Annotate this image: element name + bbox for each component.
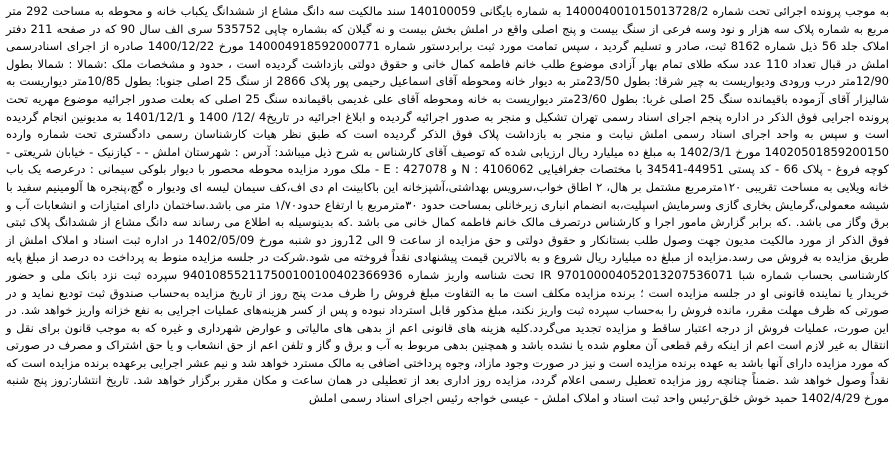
notice-body-text: به موجب پرونده اجرائی تحت شماره 140004001015013728/2 به شماره بایگانی 140100059 سند مالکیت سه دانگ مشاع از ششدانگ یکباب خانه و محوطه به مساحت 292 متر مربع به شماره پلاک سه هزار و نود وسه فرعی از سنگ بیست و پنج اصلی واقع در املش بخش بیست و نه گیلان که بشماره چاپی 535752 سری الف سال 90 که در صفحه 211 دفتر املاک جلد 56 ذیل شماره 8162 ثبت، صادر و تسلیم گردید ، سپس تمامت مورد ثبت برابردستور شماره 140004918592000771 مورخ 1400/12/22 صادره از اجرای اسنادرسمی املش در قبال تعداد 110 عدد سکه طلای تمام بهار آزادی موضوع طلب خانم فاطمه کمال خانی و حقوق دولتی بازداشت گردیده است ، حدود و مشخصات ملک :شمالا : شمالا بطول 12/90متر درب ورودی ودیواریست به چیر شرقا: بطول 23/50متر به دیوار خانه ومحوطه آقای اسماعیل رحیمی پور پلاک 2866 از سنگ 25 اصلی جنوبا: بطول 10/85متر دیواریست به شالیزار آقای آزموده باقیمانده سنگ 25 اصلی غربا: بطول 23/60متر دیواریست به خانه ومحوطه آقای علی غدیمی باقیمانده سنگ 25 اصلی که بعلت صدور اجرائیه موضوع مهریه تحت پرونده اجرایی فوق الذکر در اداره پنجم اجرای اسناد رسمی تهران تشکیل و منجر به صدور اجرائیه گردیده و ابلاغ اجرائیه در تاریخ4 /12/ 1400 و 1401/12/1 به مدیونین انجام گردیده است و سپس به واحد اجرای اسناد رسمی املش نیابت و منجر به بازداشت پلاک فوق الذکر گردیده است که طبق نظر هیات کارشناسان رسمی دادگستری تحت شماره وارده 14020501859200150 مورخ 1402/3/1 به مبلغ ده میلیارد ریال ارزیابی شده که توصیف آقای کارشناس به شرح ذیل میباشد: آدرس : شهرستان املش - - کیازنیک - خیابان شریعتی - کوچه فروغ - پلاک 66 - کد پستی 44951-34541 با مختصات جغرافیایی N : 4106062 و E : 427078 - ملک مورد مزایده محوطه محصور با دیوار بلوکی سیمانی : درعرصه یک باب خانه ویلایی به مساحت تقریبی ۱۲۰مترمربع مشتمل بر هال، ۲ اطاق خواب،سرویس بهداشتی،آشپزخانه این باکابینت ام دی اف،کف سیمان لیسه ای ودیوار ه گچ،پنجره ها آلومینیم سفید با شیشه معمولی،گرمایش بخاری گازی وسرمایش اسپلیت،به انضمام انباری زیرخانلی بمساحت حدود ۳۰مترمربع با ارتفاع حدود۱/۷۰ متر می باشد.ساختمان دارای امتیازات و انشعابات آب و برق وگاز می باشد. .که برابر گزارش مامور اجرا و کارشناس درتصرف مالک خانم فاطمه کمال خانی می باشد .که بدینوسیله به اطلاع می رساند سه دانگ مشاع از ششدانگ پلاک ثبتی فوق الذکر از مورد مالکیت مدیون جهت وصول طلب بستانکار و حقوق دولتی و حق مزایده از ساعت 9 الی 12روز دو شنبه مورخ 1402/05/09 در اداره ثبت اسناد و املاک املش از طریق مزایده به فروش می رسد.مزایده از مبلغ ده میلیارد ریال شروع و به بالاترین قیمت پیشنهادی نقداً فروخته می شود.شرکت در جلسه مزایده منوط به پرداخت ده درصد از مبلغ پایه کارشناسی بحساب شماره شبا IR 970100004052013207536071 تحت شناسه واریز شماره 940108552117500100100402366936 سپرده ثبت نزد بانک ملی و حضور خریدار یا نماینده قانونی او در جلسه مزایده است ؛ برنده مزایده مکلف است ما به التفاوت مبلغ فروش را ظرف مدت پنج روز از تاریخ مزایده به‌حساب صندوق ثبت تودیع نماید و در صورتی که ظرف مهلت مقرر، مانده فروش را به‌حساب سپرده ثبت واریز نکند، مبلغ مذکور قابل استرداد نبوده و پس از کسر هزینه‌های عملیات اجرایی به نفع خزانه واریز خواهد شد. در این صورت، عملیات فروش از درجه اعتبار ساقط و مزایده تجدید می‌گردد.کلیه هزینه های قانونی اعم از بدهی های مالیاتی و عوارض شهرداری و غیره که به موجب قانون برای نقل و انتقال به غیر لازم است اعم از اینکه رقم قطعی آن معلوم شده یا نشده باشد و همچنین بدهی مربوط به آب و برق و گاز و تلفن اعم از حق انشعاب و یا حق اشتراک و مصرف در صورتی که مورد مزایده دارای آنها باشد به عهده برنده مزایده است و نیز در صورت وجود مازاد، وجوه پرداختی اضافی به مالک مسترد خواهد شد و نیم عشر اجرایی برعهده برنده مزایده است که نقداً وصول خواهد شد .ضمناً چنانچه روز مزایده تعطیل رسمی اعلام گردد، مزایده روز اداری بعد از تعطیلی در همان ساعت و مکان مقرر برگزار خواهد شد. تاریخ انتشار:روز پنج شنبه مورخ 1402/4/29 حمید خوش خلق-رئیس واحد ثبت اسناد و املاک املش - عیسی خواجه رئیس اجرای اسناد رسمی املش (6, 4, 890, 406)
